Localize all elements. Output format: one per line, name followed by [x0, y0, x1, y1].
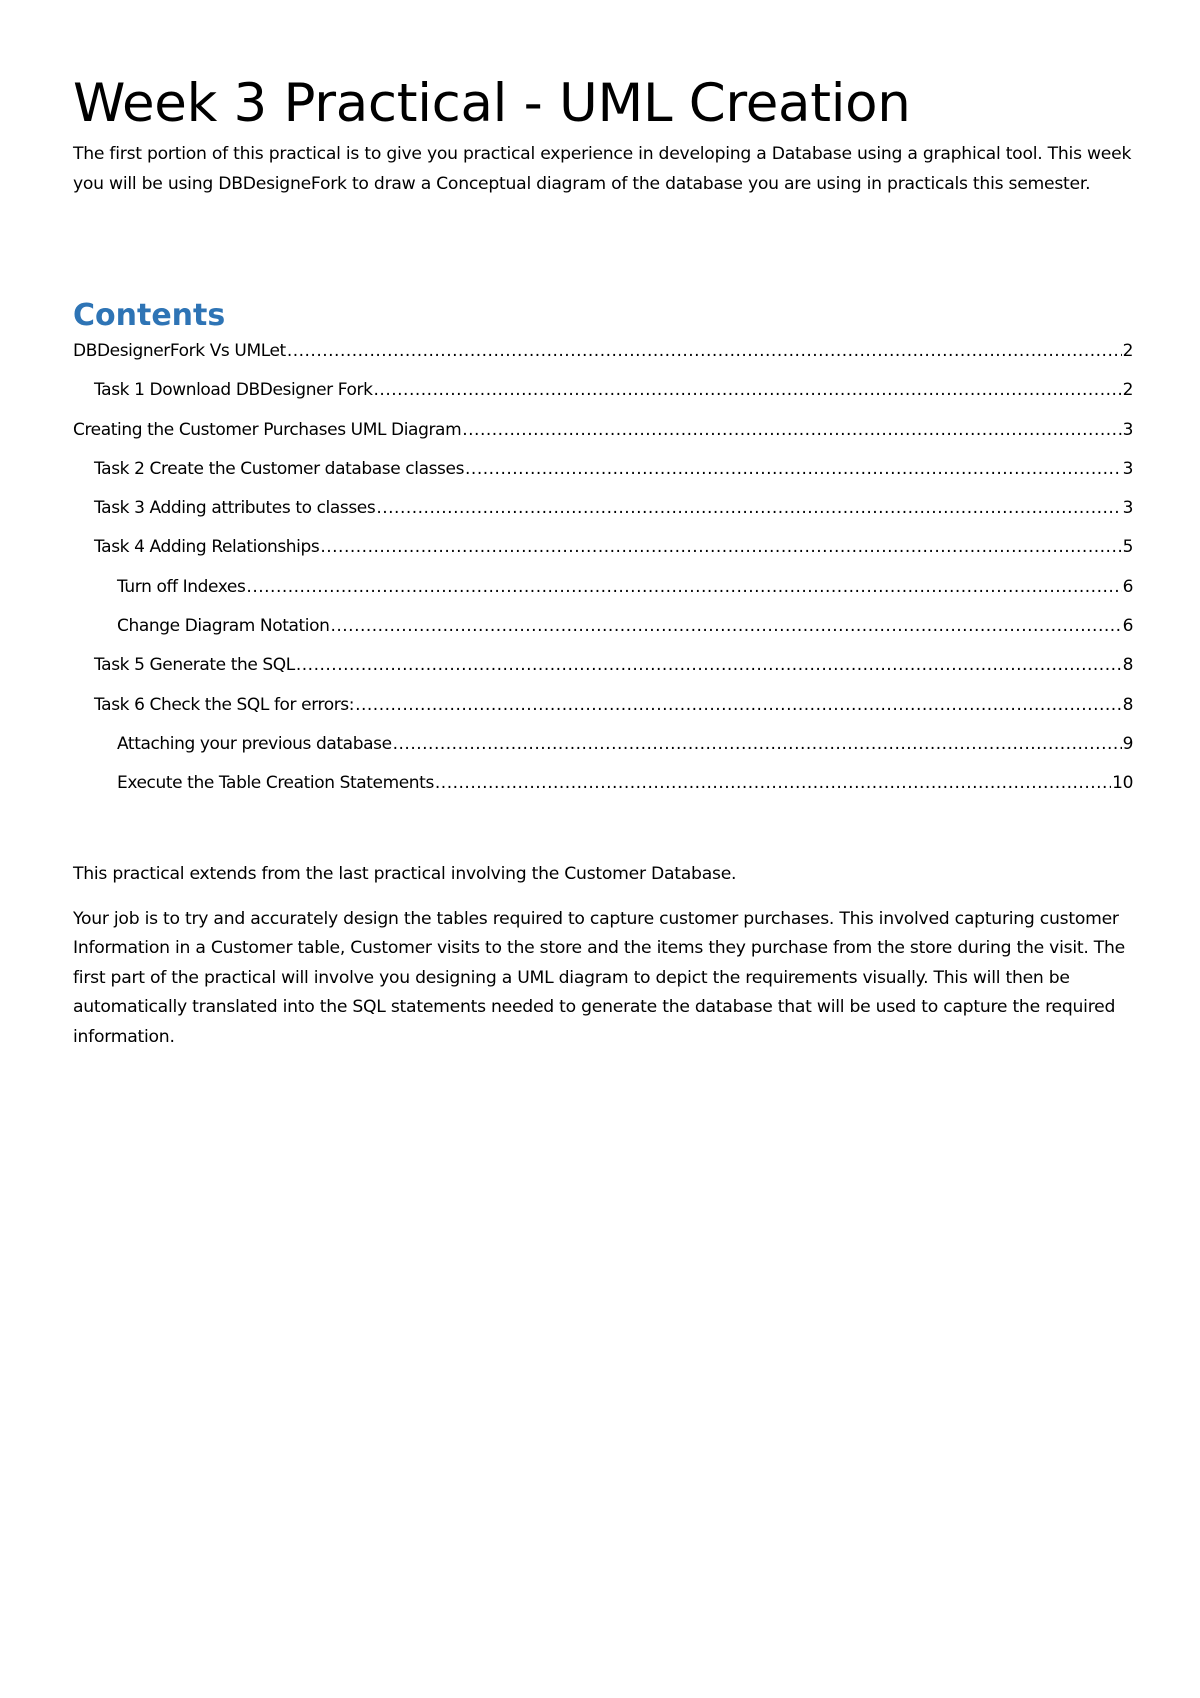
- toc-dot-leader: [376, 489, 1121, 528]
- toc-entry-title: Task 3 Adding attributes to classes: [94, 498, 376, 519]
- toc-entry[interactable]: [73, 725, 1133, 764]
- toc-entry-title: Change Diagram Notation: [117, 616, 330, 637]
- toc-entry[interactable]: [73, 568, 1133, 607]
- toc-dot-leader: [246, 568, 1121, 607]
- toc-entry-title: Task 6 Check the SQL for errors:: [94, 694, 355, 715]
- toc-dot-leader: [465, 450, 1122, 489]
- toc-entry[interactable]: [73, 686, 1133, 725]
- toc-dot-leader: [374, 371, 1122, 410]
- toc-entry-title: Task 1 Download DBDesigner Fork: [94, 380, 373, 401]
- toc-dot-leader: [393, 725, 1122, 764]
- intro-paragraph: The first portion of this practical is to give you practical experience in developing a Database using a graphical tool. This week you will be using DBDesigneFork to draw a Conceptual diagram of the database you are using in practicals this semester.: [73, 144, 1132, 194]
- toc-entry[interactable]: [73, 489, 1133, 528]
- toc-dot-leader: [320, 528, 1121, 567]
- toc-entry-page: 3: [1122, 458, 1133, 479]
- toc-dot-leader: [355, 686, 1121, 725]
- toc-entry-title: Turn off Indexes: [117, 576, 246, 597]
- body-paragraph: Your job is to try and accurately design the tables required to capture customer purchases. This involved capturing customer Information in a Customer table, Customer visits to the store and the items they purchase from the store during the visit. The first part of the practical will involve you designing a UML diagram to depict the requirements visually. This will then be automatically translated into the SQL statements needed to generate the database that will be used to capture the required information.: [73, 908, 1125, 1047]
- document-title: Week 3 Practical - UML Creation: [73, 73, 911, 134]
- document-page: [73, 68, 1133, 1047]
- table-of-contents: [73, 332, 1133, 804]
- toc-entry-page: 8: [1122, 655, 1133, 676]
- toc-entry-title: Task 5 Generate the SQL: [94, 655, 295, 676]
- toc-dot-leader: [462, 411, 1121, 450]
- toc-entry[interactable]: [73, 646, 1133, 685]
- toc-entry-title: Task 2 Create the Customer database classes: [94, 458, 465, 479]
- toc-entry[interactable]: [73, 332, 1133, 371]
- toc-dot-leader: [330, 607, 1121, 646]
- toc-entry[interactable]: [73, 528, 1133, 567]
- toc-dot-leader: [287, 332, 1122, 371]
- toc-entry-page: 2: [1122, 380, 1133, 401]
- toc-dot-leader: [435, 764, 1111, 803]
- toc-entry-page: 3: [1122, 498, 1133, 519]
- toc-entry-page: 6: [1122, 576, 1133, 597]
- toc-entry-page: 3: [1122, 419, 1133, 440]
- body-paragraph: This practical extends from the last practical involving the Customer Database.: [73, 864, 737, 884]
- toc-entry[interactable]: [73, 450, 1133, 489]
- body-section: [73, 860, 1133, 1067]
- toc-entry-title: Execute the Table Creation Statements: [117, 773, 434, 794]
- toc-entry[interactable]: [73, 371, 1133, 410]
- toc-entry-title: DBDesignerFork Vs UMLet: [73, 341, 286, 361]
- toc-entry-title: Attaching your previous database: [117, 733, 392, 754]
- toc-entry-page: 6: [1122, 616, 1133, 637]
- toc-entry-title: Task 4 Adding Relationships: [94, 537, 320, 558]
- toc-entry-page: 8: [1122, 694, 1133, 715]
- toc-entry-page: 5: [1122, 537, 1133, 558]
- toc-entry-page: 2: [1122, 341, 1133, 361]
- toc-entry-page: 10: [1112, 773, 1133, 794]
- toc-entry-page: 9: [1122, 733, 1133, 754]
- contents-heading: Contents: [73, 298, 226, 333]
- toc-entry[interactable]: [73, 607, 1133, 646]
- toc-entry[interactable]: [73, 411, 1133, 450]
- toc-entry-title: Creating the Customer Purchases UML Diagram: [73, 419, 462, 440]
- toc-entry[interactable]: [73, 764, 1133, 803]
- toc-dot-leader: [296, 646, 1122, 685]
